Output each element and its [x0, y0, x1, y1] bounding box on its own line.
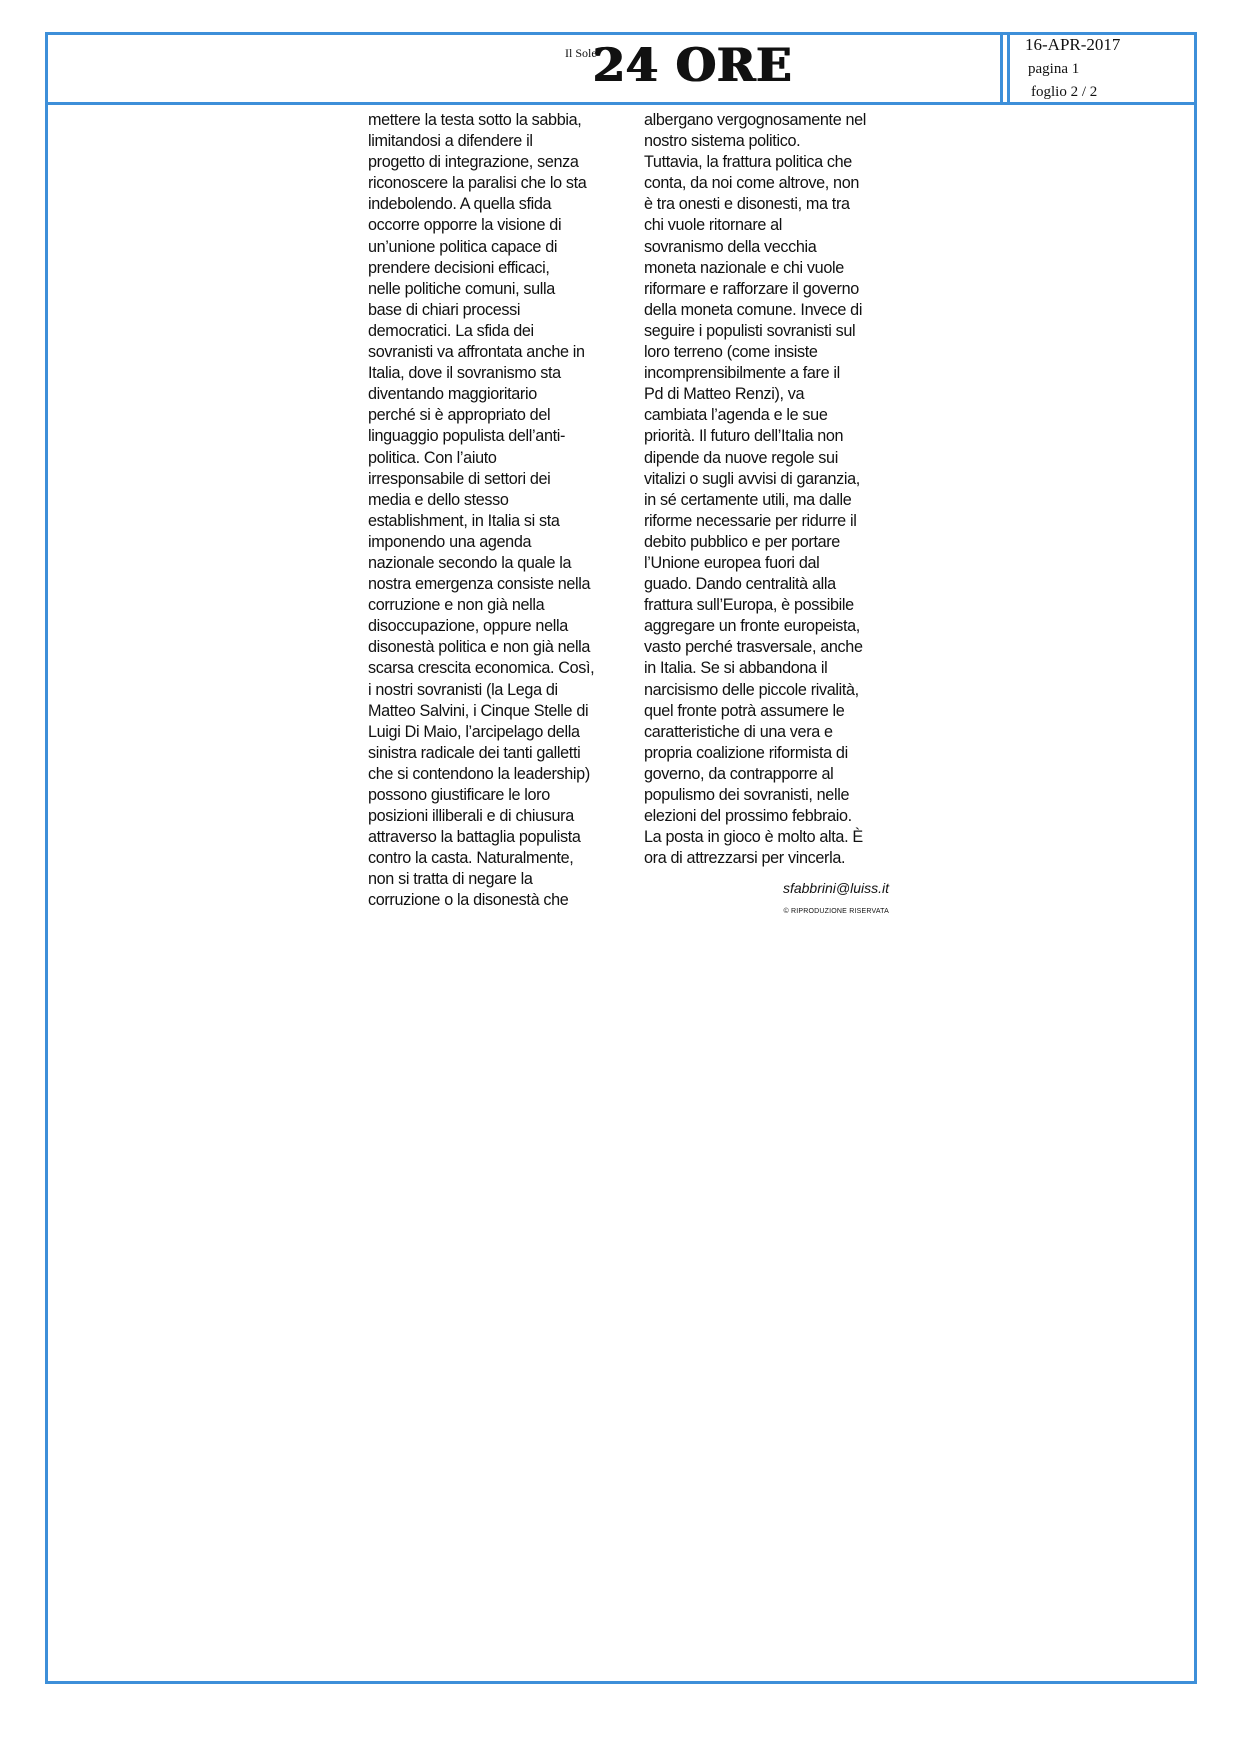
text-line: chi vuole ritornare al [644, 216, 783, 235]
text-line: albergano vergognosamente nel [644, 111, 867, 129]
text-line: mettere la testa sotto la sabbia, [368, 111, 582, 129]
text-line: Tuttavia, la frattura politica che [644, 153, 852, 172]
text-line: propria coalizione riformista di [644, 743, 848, 762]
sheet-number: foglio 2 / 2 [1031, 84, 1098, 100]
text-line: riformare e rafforzare il governo [644, 279, 859, 298]
text-line: populismo dei sovranisti, nelle [644, 786, 850, 804]
text-line: limitandosi a difendere il [368, 132, 533, 151]
publication-date: 16-APR-2017 [1025, 35, 1121, 54]
text-line: establishment, in Italia si sta [368, 511, 560, 530]
text-line: riforme necessarie per ridurre il [644, 511, 857, 530]
text-line: scarsa crescita economica. Così, [368, 659, 595, 678]
text-line: vitalizi o sugli avvisi di garanzia, [644, 469, 860, 488]
text-line: occorre opporre la visione di [368, 216, 562, 235]
text-line: diventando maggioritario [368, 385, 537, 404]
text-line: quel fronte potrà assumere le [644, 701, 845, 720]
text-line: l’Unione europea fuori dal [644, 553, 820, 572]
text-line: attraverso la battaglia populista [368, 828, 581, 847]
text-line: nostro sistema politico. [644, 132, 801, 151]
text-line: possono giustificare le loro [368, 786, 550, 804]
text-line: i nostri sovranisti (la Lega di [368, 680, 558, 699]
text-line: nazionale secondo la quale la [368, 553, 572, 572]
text-line: loro terreno (come insiste [644, 343, 818, 362]
text-line: irresponsabile di settori dei [368, 469, 551, 488]
header-divider [45, 102, 1197, 105]
header-column-divider [1000, 32, 1003, 105]
text-line: priorità. Il futuro dell’Italia non [644, 427, 844, 446]
text-line: elezioni del prossimo febbraio. [644, 807, 852, 826]
text-line: Matteo Salvini, i Cinque Stelle di [368, 701, 589, 720]
text-line: base di chiari processi [368, 300, 521, 319]
text-line: è tra onesti e disonesti, ma tra [644, 195, 850, 214]
text-line: politica. Con l’aiuto [368, 448, 497, 467]
text-line: in sé certamente utili, ma dalle [644, 490, 852, 509]
text-line: Italia, dove il sovranismo sta [368, 364, 561, 383]
text-line: corruzione e non già nella [368, 596, 545, 615]
text-line: corruzione o la disonestà che [368, 891, 569, 910]
text-line: conta, da noi come altrove, non [644, 174, 860, 193]
text-line: incomprensibilmente a fare il [644, 364, 840, 383]
text-line: posizioni illiberali e di chiusura [368, 807, 574, 826]
text-line: progetto di integrazione, senza [368, 153, 579, 172]
text-line: frattura sull’Europa, è possibile [644, 596, 854, 615]
text-line: narcisismo delle piccole rivalità, [644, 680, 859, 699]
logo-small-text: Il Sole [565, 46, 597, 60]
text-line: non si tratta di negare la [368, 870, 533, 889]
text-line: aggregare un fronte europeista, [644, 617, 860, 636]
text-line: contro la casta. Naturalmente, [368, 849, 574, 868]
text-line: disoccupazione, oppure nella [368, 617, 568, 636]
text-line: riconoscere la paralisi che lo sta [368, 174, 587, 193]
copyright-notice: © RIPRODUZIONE RISERVATA [783, 908, 889, 915]
text-line: Pd di Matteo Renzi), va [644, 385, 805, 404]
text-line: La posta in gioco è molto alta. È [644, 828, 863, 847]
text-line: imponendo una agenda [368, 532, 532, 551]
text-line: cambiata l’agenda e le sue [644, 406, 828, 425]
text-line: che si contendono la leadership) [368, 764, 590, 783]
text-line: indebolendo. A quella sfida [368, 195, 552, 214]
text-line: dipende da nuove regole sui [644, 448, 838, 467]
text-line: vasto perché trasversale, anche [644, 638, 863, 657]
text-line: perché si è appropriato del [368, 406, 551, 425]
text-line: nostra emergenza consiste nella [368, 575, 591, 594]
text-line: Luigi Di Maio, l’arcipelago della [368, 722, 580, 741]
text-line: disonestà politica e non già nella [368, 638, 591, 657]
text-line: sovranismo della vecchia [644, 237, 817, 256]
text-line: ora di attrezzarsi per vincerla. [644, 849, 846, 868]
text-line: un’unione politica capace di [368, 237, 558, 256]
text-line: democratici. La sfida dei [368, 321, 534, 340]
text-line: governo, da contrapporre al [644, 764, 834, 783]
article-column-2 [644, 110, 910, 869]
page-number: pagina 1 [1028, 61, 1080, 77]
text-line: linguaggio populista dell’anti- [368, 427, 566, 446]
author-email: sfabbrini@luiss.it [782, 880, 889, 896]
text-line: media e dello stesso [368, 490, 509, 509]
text-line: sovranisti va affrontata anche in [368, 343, 585, 362]
text-line: caratteristiche di una vera e [644, 722, 833, 741]
text-line: seguire i populisti sovranisti sul [644, 321, 856, 340]
text-line: guado. Dando centralità alla [644, 575, 836, 594]
article-column-1 [368, 110, 626, 912]
text-line: debito pubblico e per portare [644, 532, 840, 551]
text-line: sinistra radicale dei tanti galletti [368, 743, 581, 762]
text-line: nelle politiche comuni, sulla [368, 279, 555, 298]
text-line: moneta nazionale e chi vuole [644, 258, 844, 277]
text-line: in Italia. Se si abbandona il [644, 659, 828, 678]
text-line: della moneta comune. Invece di [644, 300, 863, 319]
header-column-divider-inner [1007, 32, 1010, 105]
text-line: prendere decisioni efficaci, [368, 258, 550, 277]
logo-main-text: 24 ORE [593, 38, 793, 92]
